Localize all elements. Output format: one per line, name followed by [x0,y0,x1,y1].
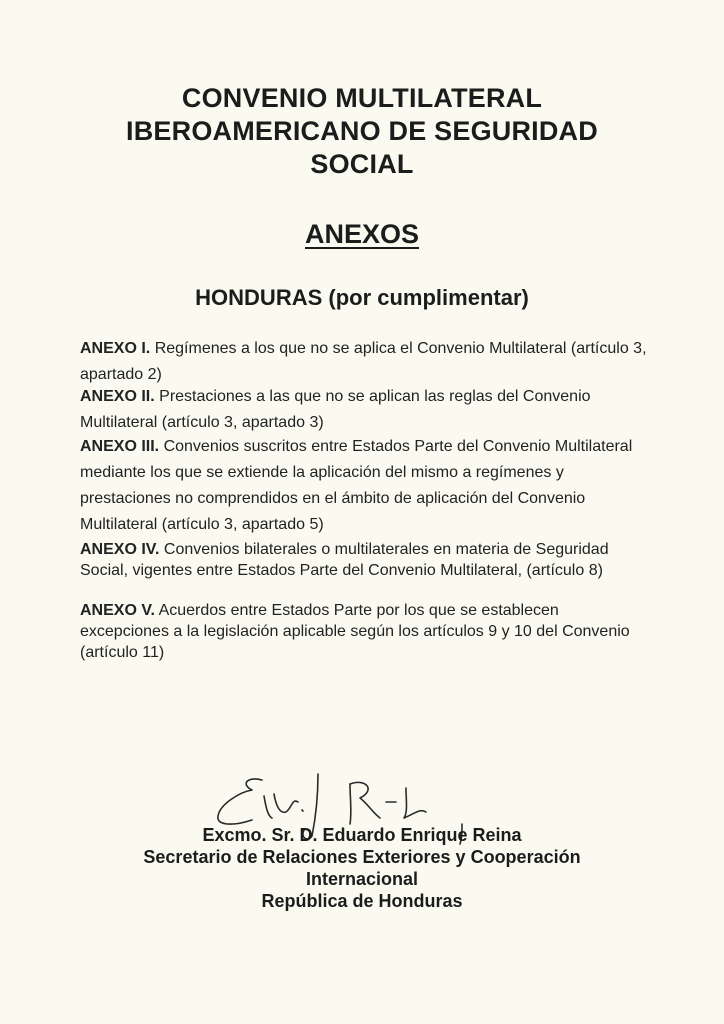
signatory-position-line-2: Internacional [305,869,419,889]
country-heading: HONDURAS (por cumplimentar) [195,285,529,310]
annex-text: Acuerdos entre Estados Parte por los que se establecen excepciones a la legislación aplicable según los artículos 9 y 10 del Convenio (artículo 11) [80,602,630,661]
annex-label: ANEXO I. [80,340,151,357]
signatory-name: Excmo. Sr. D. Eduardo Enrique Reina [202,825,522,845]
signatory-country: República de Honduras [261,891,463,911]
annex-text: Regímenes a los que no se aplica el Convenio Multilateral (artículo 3, apartado 2) [80,340,647,383]
title-line-3: SOCIAL [310,149,414,179]
annex-item-3 [80,434,650,538]
annex-label: ANEXO II. [80,388,155,405]
signatory-position-line-1: Secretario de Relaciones Exteriores y Cooperación [143,847,581,867]
title-line-1: CONVENIO MULTILATERAL [181,83,543,113]
section-heading: ANEXOS [304,219,420,249]
annex-label: ANEXO V. [80,602,155,619]
annex-item-4 [80,539,650,581]
annex-item-5 [80,600,650,663]
annex-text: Convenios bilaterales o multilaterales en materia de Seguridad Social, vigentes entre Estados Parte del Convenio Multilateral, (artículo 8) [80,541,609,579]
annex-label: ANEXO III. [80,438,160,455]
document-title [0,82,724,181]
signatory-block [0,824,724,912]
annex-item-2 [80,384,650,436]
annex-label: ANEXO IV. [80,541,160,558]
annex-item-1 [80,336,650,388]
annex-text: Prestaciones a las que no se aplican las reglas del Convenio Multilateral (artículo 3, apartado 3) [80,388,591,431]
annex-text: Convenios suscritos entre Estados Parte del Convenio Multilateral mediante los que se extiende la aplicación del mismo a regímenes y prestaciones no comprendidos en el ámbito de aplicación del Convenio Multilateral (artículo 3, apartado 5) [80,438,633,533]
title-line-2: IBEROAMERICANO DE SEGURIDAD [126,116,598,146]
